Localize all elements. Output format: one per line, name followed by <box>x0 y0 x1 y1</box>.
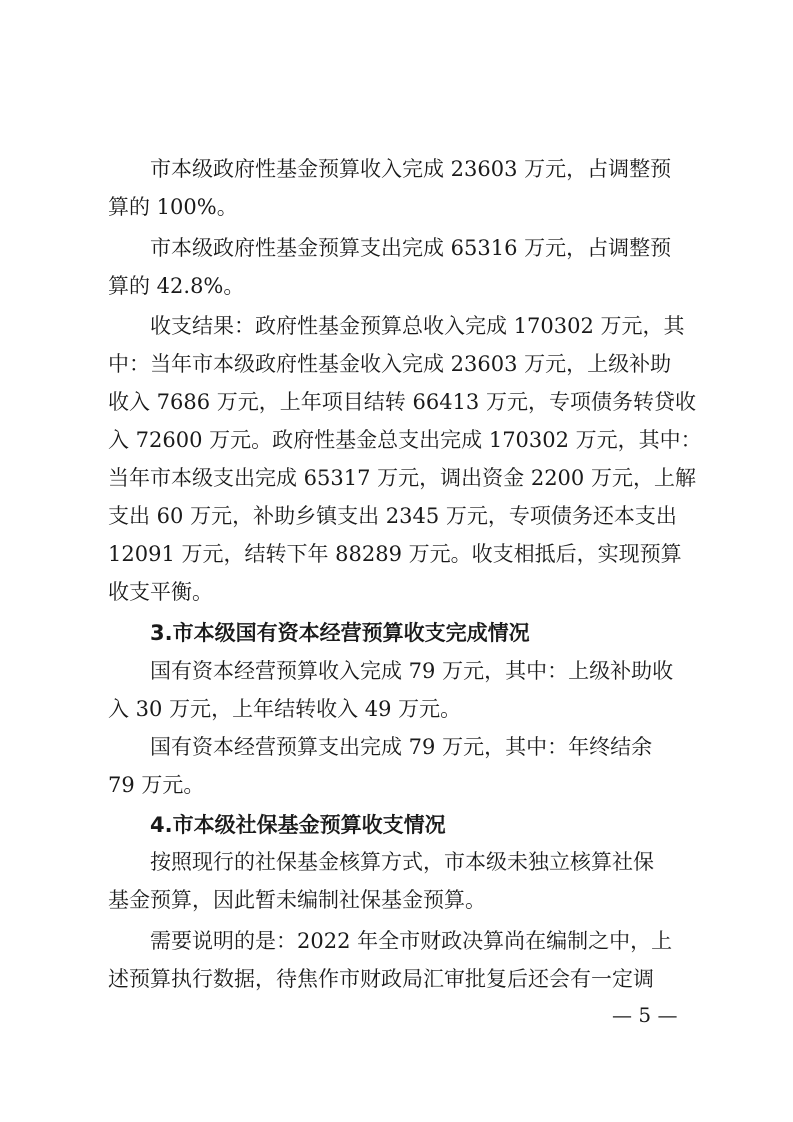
paragraph-line: 支出 60 万元，补助乡镇支出 2345 万元，专项债务还本支出 <box>108 504 677 528</box>
paragraph-fund-expenditure <box>108 229 688 305</box>
paragraph-line: 入 30 万元，上年结转收入 49 万元。 <box>108 697 462 721</box>
paragraph-line: 入 72600 万元。政府性基金总支出完成 170302 万元，其中： <box>108 428 702 452</box>
paragraph-line: 12091 万元，结转下年 88289 万元。收支相抵后，实现预算 <box>108 542 682 566</box>
paragraph-line: 市本级政府性基金预算支出完成 65316 万元，占调整预 <box>150 236 672 260</box>
section-heading-4 <box>108 806 688 844</box>
paragraph-note <box>108 922 688 998</box>
paragraph-fund-revenue <box>108 150 688 226</box>
paragraph-line: 述预算执行数据，待焦作市财政局汇审批复后还会有一定调 <box>108 967 654 991</box>
paragraph-line: 当年市本级支出完成 65317 万元，调出资金 2200 万元，上解 <box>108 466 696 490</box>
paragraph-fund-balance <box>108 307 702 611</box>
paragraph-line: 按照现行的社保基金核算方式，市本级未独立核算社保 <box>150 850 654 874</box>
paragraph-line: 需要说明的是：2022 年全市财政决算尚在编制之中，上 <box>150 929 673 953</box>
paragraph-line: 基金预算，因此暂未编制社保基金预算。 <box>108 888 486 912</box>
paragraph-social-security-fund <box>108 843 688 919</box>
paragraph-line: 79 万元。 <box>108 773 205 797</box>
paragraph-line: 收支结果：政府性基金预算总收入完成 170302 万元，其 <box>150 314 685 338</box>
heading-text: 3.市本级国有资本经营预算收支完成情况 <box>150 621 530 645</box>
paragraph-line: 收入 7686 万元，上年项目结转 66413 万元，专项债务转贷收 <box>108 390 696 414</box>
section-heading-3 <box>108 614 688 652</box>
paragraph-line: 算的 42.8%。 <box>108 274 245 298</box>
heading-text: 4.市本级社保基金预算收支情况 <box>150 813 446 837</box>
paragraph-line: 国有资本经营预算支出完成 79 万元，其中：年终结余 <box>150 735 653 759</box>
page-number: — 5 — <box>612 1003 678 1027</box>
paragraph-line: 市本级政府性基金预算收入完成 23603 万元，占调整预 <box>150 157 672 181</box>
paragraph-line: 国有资本经营预算收入完成 79 万元，其中：上级补助收 <box>150 659 674 683</box>
paragraph-line: 算的 100%。 <box>108 195 238 219</box>
paragraph-state-capital-revenue <box>108 652 688 728</box>
paragraph-line: 中：当年市本级政府性基金收入完成 23603 万元，上级补助 <box>108 352 672 376</box>
paragraph-state-capital-expenditure <box>108 728 688 804</box>
paragraph-line: 收支平衡。 <box>108 580 213 604</box>
